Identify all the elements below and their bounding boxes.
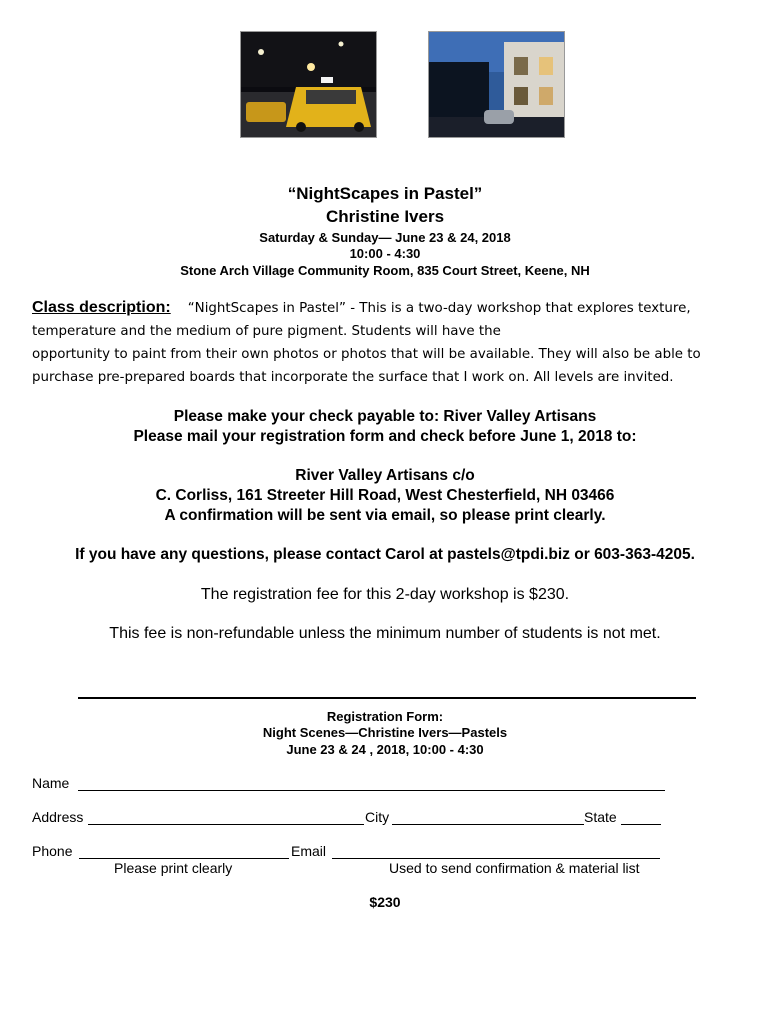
form-date: June 23 & 24 , 2018, 10:00 - 4:30 xyxy=(286,742,484,757)
name-label: Name xyxy=(32,775,70,791)
city-field[interactable] xyxy=(392,824,584,825)
taxi-photo xyxy=(240,31,377,138)
state-label: State xyxy=(584,809,617,825)
mail-by-line: Please mail your registration form and check before June 1, 2018 to: xyxy=(133,428,637,445)
phone-label: Phone xyxy=(32,843,73,859)
email-usage-note: Used to send confirmation & material list xyxy=(389,860,640,876)
workshop-location: Stone Arch Village Community Room, 835 Court Street, Keene, NH xyxy=(180,263,590,278)
street-photo xyxy=(428,31,565,138)
description-text-2: opportunity to paint from their own photos or photos that will be available. They will also be able to purchase pre-prepared boards that incorporate the surface that I work on. All levels are invited. xyxy=(32,347,701,385)
payable-line: Please make your check payable to: River Valley Artisans xyxy=(173,408,597,425)
confirmation-note: A confirmation will be sent via email, so please print clearly. xyxy=(164,507,606,524)
name-field[interactable] xyxy=(78,790,665,791)
print-clearly-note: Please print clearly xyxy=(114,860,233,876)
state-field[interactable] xyxy=(621,824,661,825)
class-description xyxy=(32,296,747,389)
workshop-dates: Saturday & Sunday— June 23 & 24, 2018 xyxy=(259,230,511,245)
description-heading: Class description: xyxy=(32,299,171,316)
divider xyxy=(78,697,696,699)
phone-field[interactable] xyxy=(79,858,289,859)
amount: $230 xyxy=(369,894,401,910)
questions-contact: If you have any questions, please contact Carol at pastels@tpdi.biz or 603-363-4205. xyxy=(75,546,695,563)
mail-address-2: C. Corliss, 161 Streeter Hill Road, West Chesterfield, NH 03466 xyxy=(155,487,615,504)
city-label: City xyxy=(365,809,390,825)
email-field[interactable] xyxy=(332,858,660,859)
email-label: Email xyxy=(291,843,327,859)
address-label: Address xyxy=(32,809,84,825)
instructor-name: Christine Ivers xyxy=(325,207,445,226)
form-subtitle: Night Scenes—Christine Ivers—Pastels xyxy=(262,725,508,740)
refund-line: This fee is non-refundable unless the minimum number of students is not met. xyxy=(109,625,661,642)
address-field[interactable] xyxy=(88,824,364,825)
workshop-title: “NightScapes in Pastel” xyxy=(287,184,483,203)
description-text: “NightScapes in Pastel” - This is a two-day workshop that explores texture, temperature and the medium of pure pigment. Students will have the xyxy=(32,301,691,339)
mail-address-1: River Valley Artisans c/o xyxy=(295,467,475,484)
fee-line: The registration fee for this 2-day workshop is $230. xyxy=(200,586,570,603)
form-title: Registration Form: xyxy=(326,709,444,724)
workshop-time: 10:00 - 4:30 xyxy=(349,246,421,261)
